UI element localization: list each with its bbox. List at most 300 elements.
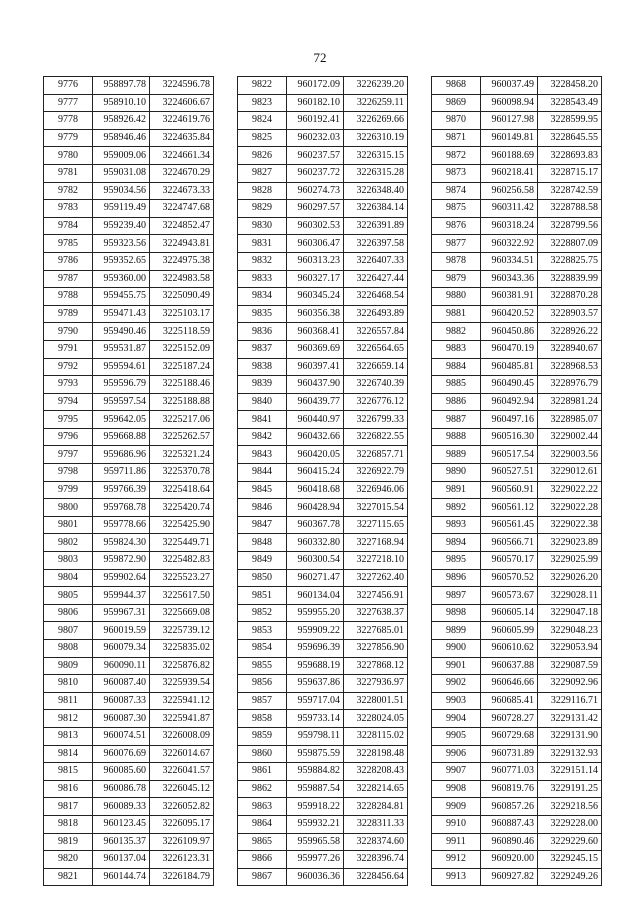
y-coordinate-cell: 3225876.82	[150, 657, 214, 675]
table-row	[432, 587, 602, 605]
y-coordinate-cell: 3226857.71	[344, 446, 408, 464]
table-row	[432, 464, 602, 482]
y-coordinate-cell: 3226259.11	[344, 94, 408, 112]
point-number-cell: 9816	[44, 780, 93, 798]
y-coordinate-cell: 3228839.99	[538, 270, 602, 288]
table-row	[44, 340, 214, 358]
point-number-cell: 9861	[238, 763, 287, 781]
table-row	[432, 499, 602, 517]
x-coordinate-cell: 960297.57	[287, 200, 344, 218]
table-row	[432, 428, 602, 446]
y-coordinate-cell: 3224673.33	[150, 182, 214, 200]
point-number-cell: 9833	[238, 270, 287, 288]
point-number-cell: 9852	[238, 604, 287, 622]
point-number-cell: 9827	[238, 164, 287, 182]
y-coordinate-cell: 3224983.58	[150, 270, 214, 288]
y-coordinate-cell: 3228208.43	[344, 763, 408, 781]
y-coordinate-cell: 3228284.81	[344, 798, 408, 816]
table-row	[238, 340, 408, 358]
point-number-cell: 9837	[238, 340, 287, 358]
point-number-cell: 9776	[44, 77, 93, 95]
y-coordinate-cell: 3227456.91	[344, 587, 408, 605]
x-coordinate-cell: 960490.45	[481, 376, 538, 394]
table-row	[44, 147, 214, 165]
y-coordinate-cell: 3226109.97	[150, 833, 214, 851]
table-row	[432, 217, 602, 235]
point-number-cell: 9832	[238, 252, 287, 270]
y-coordinate-cell: 3229002.44	[538, 428, 602, 446]
point-number-cell: 9808	[44, 640, 93, 658]
table-row	[432, 323, 602, 341]
y-coordinate-cell: 3228715.17	[538, 164, 602, 182]
table-row	[44, 129, 214, 147]
y-coordinate-cell: 3225941.12	[150, 692, 214, 710]
y-coordinate-cell: 3226557.84	[344, 323, 408, 341]
point-number-cell: 9807	[44, 622, 93, 640]
table-row	[44, 622, 214, 640]
point-number-cell: 9784	[44, 217, 93, 235]
y-coordinate-cell: 3224975.38	[150, 252, 214, 270]
point-number-cell: 9899	[432, 622, 481, 640]
point-number-cell: 9844	[238, 464, 287, 482]
point-number-cell: 9798	[44, 464, 93, 482]
point-number-cell: 9884	[432, 358, 481, 376]
table-row	[238, 815, 408, 833]
x-coordinate-cell: 959977.26	[287, 851, 344, 869]
table-row	[44, 464, 214, 482]
y-coordinate-cell: 3228825.75	[538, 252, 602, 270]
point-number-cell: 9796	[44, 428, 93, 446]
y-coordinate-cell: 3225418.64	[150, 481, 214, 499]
point-number-cell: 9868	[432, 77, 481, 95]
point-number-cell: 9830	[238, 217, 287, 235]
point-number-cell: 9908	[432, 780, 481, 798]
point-number-cell: 9872	[432, 147, 481, 165]
x-coordinate-cell: 959490.46	[93, 323, 150, 341]
point-number-cell: 9859	[238, 727, 287, 745]
table-row	[238, 129, 408, 147]
table-row	[238, 217, 408, 235]
y-coordinate-cell: 3226397.58	[344, 235, 408, 253]
x-coordinate-cell: 960527.51	[481, 464, 538, 482]
x-coordinate-cell: 959686.96	[93, 446, 150, 464]
y-coordinate-cell: 3226269.66	[344, 112, 408, 130]
table-row	[238, 270, 408, 288]
point-number-cell: 9862	[238, 780, 287, 798]
y-coordinate-cell: 3227218.10	[344, 552, 408, 570]
table-row	[432, 534, 602, 552]
x-coordinate-cell: 959965.58	[287, 833, 344, 851]
point-number-cell: 9879	[432, 270, 481, 288]
x-coordinate-cell: 959594.61	[93, 358, 150, 376]
point-number-cell: 9805	[44, 587, 93, 605]
point-number-cell: 9823	[238, 94, 287, 112]
point-number-cell: 9863	[238, 798, 287, 816]
point-number-cell: 9864	[238, 815, 287, 833]
x-coordinate-cell: 960857.26	[481, 798, 538, 816]
table-row	[238, 164, 408, 182]
y-coordinate-cell: 3225152.09	[150, 340, 214, 358]
point-number-cell: 9889	[432, 446, 481, 464]
x-coordinate-cell: 960300.54	[287, 552, 344, 570]
point-number-cell: 9847	[238, 516, 287, 534]
point-number-cell: 9786	[44, 252, 93, 270]
x-coordinate-cell: 959009.06	[93, 147, 150, 165]
table-row	[44, 164, 214, 182]
table-row	[44, 393, 214, 411]
x-coordinate-cell: 960516.30	[481, 428, 538, 446]
table-row	[432, 446, 602, 464]
y-coordinate-cell: 3224619.76	[150, 112, 214, 130]
y-coordinate-cell: 3229131.42	[538, 710, 602, 728]
x-coordinate-cell: 960037.49	[481, 77, 538, 95]
x-coordinate-cell: 958897.78	[93, 77, 150, 95]
y-coordinate-cell: 3226008.09	[150, 727, 214, 745]
x-coordinate-cell: 959766.39	[93, 481, 150, 499]
y-coordinate-cell: 3229047.18	[538, 604, 602, 622]
point-number-cell: 9871	[432, 129, 481, 147]
y-coordinate-cell: 3226391.89	[344, 217, 408, 235]
y-coordinate-cell: 3228645.55	[538, 129, 602, 147]
x-coordinate-cell: 959637.86	[287, 675, 344, 693]
y-coordinate-cell: 3228940.67	[538, 340, 602, 358]
point-number-cell: 9801	[44, 516, 93, 534]
x-coordinate-cell: 959944.37	[93, 587, 150, 605]
y-coordinate-cell: 3225939.54	[150, 675, 214, 693]
y-coordinate-cell: 3228396.74	[344, 851, 408, 869]
table-row	[238, 587, 408, 605]
point-number-cell: 9820	[44, 851, 93, 869]
table-row	[44, 745, 214, 763]
y-coordinate-cell: 3227936.97	[344, 675, 408, 693]
y-coordinate-cell: 3226315.28	[344, 164, 408, 182]
x-coordinate-cell: 960135.37	[93, 833, 150, 851]
y-coordinate-cell: 3225321.24	[150, 446, 214, 464]
point-number-cell: 9873	[432, 164, 481, 182]
y-coordinate-cell: 3226095.17	[150, 815, 214, 833]
x-coordinate-cell: 960729.68	[481, 727, 538, 745]
x-coordinate-cell: 960497.16	[481, 411, 538, 429]
x-coordinate-cell: 959455.75	[93, 288, 150, 306]
x-coordinate-cell: 960306.47	[287, 235, 344, 253]
y-coordinate-cell: 3229003.56	[538, 446, 602, 464]
x-coordinate-cell: 960098.94	[481, 94, 538, 112]
x-coordinate-cell: 960771.03	[481, 763, 538, 781]
x-coordinate-cell: 960036.36	[287, 868, 344, 886]
x-coordinate-cell: 960090.11	[93, 657, 150, 675]
y-coordinate-cell: 3224943.81	[150, 235, 214, 253]
y-coordinate-cell: 3229245.15	[538, 851, 602, 869]
x-coordinate-cell: 960302.53	[287, 217, 344, 235]
x-coordinate-cell: 959696.39	[287, 640, 344, 658]
table-row	[432, 692, 602, 710]
table-row	[44, 323, 214, 341]
y-coordinate-cell: 3229131.90	[538, 727, 602, 745]
x-coordinate-cell: 960232.03	[287, 129, 344, 147]
table-row	[432, 798, 602, 816]
x-coordinate-cell: 959884.82	[287, 763, 344, 781]
coordinate-table-2	[237, 76, 408, 886]
point-number-cell: 9909	[432, 798, 481, 816]
table-row	[432, 94, 602, 112]
table-row	[44, 833, 214, 851]
y-coordinate-cell: 3229026.20	[538, 569, 602, 587]
table-row	[44, 552, 214, 570]
y-coordinate-cell: 3228458.20	[538, 77, 602, 95]
table-row	[44, 428, 214, 446]
x-coordinate-cell: 959031.08	[93, 164, 150, 182]
table-row	[44, 780, 214, 798]
x-coordinate-cell: 960079.34	[93, 640, 150, 658]
y-coordinate-cell: 3228599.95	[538, 112, 602, 130]
x-coordinate-cell: 960819.76	[481, 780, 538, 798]
x-coordinate-cell: 960566.71	[481, 534, 538, 552]
table-row	[44, 692, 214, 710]
table-row	[432, 675, 602, 693]
point-number-cell: 9791	[44, 340, 93, 358]
table-row	[44, 305, 214, 323]
table-row	[44, 516, 214, 534]
x-coordinate-cell: 960432.66	[287, 428, 344, 446]
x-coordinate-cell: 960561.12	[481, 499, 538, 517]
table-row	[432, 622, 602, 640]
y-coordinate-cell: 3229249.26	[538, 868, 602, 886]
table-row	[432, 182, 602, 200]
table-row	[432, 833, 602, 851]
y-coordinate-cell: 3226184.79	[150, 868, 214, 886]
x-coordinate-cell: 960345.24	[287, 288, 344, 306]
table-row	[432, 340, 602, 358]
point-number-cell: 9812	[44, 710, 93, 728]
y-coordinate-cell: 3229191.25	[538, 780, 602, 798]
y-coordinate-cell: 3225425.90	[150, 516, 214, 534]
table-row	[238, 446, 408, 464]
y-coordinate-cell: 3229025.99	[538, 552, 602, 570]
point-number-cell: 9851	[238, 587, 287, 605]
point-number-cell: 9910	[432, 815, 481, 833]
x-coordinate-cell: 960271.47	[287, 569, 344, 587]
table-row	[44, 376, 214, 394]
x-coordinate-cell: 958910.10	[93, 94, 150, 112]
point-number-cell: 9806	[44, 604, 93, 622]
table-row	[432, 763, 602, 781]
y-coordinate-cell: 3228985.07	[538, 411, 602, 429]
table-row	[238, 675, 408, 693]
y-coordinate-cell: 3226822.55	[344, 428, 408, 446]
table-row	[44, 604, 214, 622]
table-row	[432, 745, 602, 763]
table-row	[44, 94, 214, 112]
table-row	[432, 815, 602, 833]
y-coordinate-cell: 3228870.28	[538, 288, 602, 306]
x-coordinate-cell: 960439.77	[287, 393, 344, 411]
point-number-cell: 9782	[44, 182, 93, 200]
point-number-cell: 9870	[432, 112, 481, 130]
point-number-cell: 9912	[432, 851, 481, 869]
x-coordinate-cell: 959531.87	[93, 340, 150, 358]
table-row	[44, 815, 214, 833]
table-row	[44, 235, 214, 253]
x-coordinate-cell: 960605.99	[481, 622, 538, 640]
point-number-cell: 9824	[238, 112, 287, 130]
point-number-cell: 9885	[432, 376, 481, 394]
table-row	[238, 710, 408, 728]
point-number-cell: 9856	[238, 675, 287, 693]
y-coordinate-cell: 3226407.33	[344, 252, 408, 270]
table-row	[432, 411, 602, 429]
x-coordinate-cell: 959824.30	[93, 534, 150, 552]
y-coordinate-cell: 3229022.28	[538, 499, 602, 517]
point-number-cell: 9817	[44, 798, 93, 816]
point-number-cell: 9878	[432, 252, 481, 270]
table-row	[238, 516, 408, 534]
table-row	[44, 77, 214, 95]
table-row	[44, 200, 214, 218]
y-coordinate-cell: 3224635.84	[150, 129, 214, 147]
table-row	[44, 252, 214, 270]
y-coordinate-cell: 3226427.44	[344, 270, 408, 288]
y-coordinate-cell: 3224670.29	[150, 164, 214, 182]
table-row	[432, 851, 602, 869]
y-coordinate-cell: 3225449.71	[150, 534, 214, 552]
table-row	[238, 499, 408, 517]
table-row	[238, 798, 408, 816]
y-coordinate-cell: 3228976.79	[538, 376, 602, 394]
point-number-cell: 9902	[432, 675, 481, 693]
y-coordinate-cell: 3227262.40	[344, 569, 408, 587]
y-coordinate-cell: 3225617.50	[150, 587, 214, 605]
table-row	[44, 763, 214, 781]
y-coordinate-cell: 3225523.27	[150, 569, 214, 587]
table-row	[44, 798, 214, 816]
y-coordinate-cell: 3225941.87	[150, 710, 214, 728]
x-coordinate-cell: 960089.33	[93, 798, 150, 816]
point-number-cell: 9858	[238, 710, 287, 728]
x-coordinate-cell: 959034.56	[93, 182, 150, 200]
point-number-cell: 9886	[432, 393, 481, 411]
x-coordinate-cell: 960637.88	[481, 657, 538, 675]
point-number-cell: 9877	[432, 235, 481, 253]
x-coordinate-cell: 960646.66	[481, 675, 538, 693]
x-coordinate-cell: 960192.41	[287, 112, 344, 130]
table-row	[238, 833, 408, 851]
point-number-cell: 9848	[238, 534, 287, 552]
y-coordinate-cell: 3229012.61	[538, 464, 602, 482]
y-coordinate-cell: 3225420.74	[150, 499, 214, 517]
point-number-cell: 9906	[432, 745, 481, 763]
table-row	[238, 182, 408, 200]
y-coordinate-cell: 3226014.67	[150, 745, 214, 763]
y-coordinate-cell: 3229087.59	[538, 657, 602, 675]
x-coordinate-cell: 960087.30	[93, 710, 150, 728]
table-row	[238, 358, 408, 376]
point-number-cell: 9875	[432, 200, 481, 218]
y-coordinate-cell: 3229116.71	[538, 692, 602, 710]
x-coordinate-cell: 959711.86	[93, 464, 150, 482]
point-number-cell: 9895	[432, 552, 481, 570]
y-coordinate-cell: 3229229.60	[538, 833, 602, 851]
table-row	[238, 464, 408, 482]
point-number-cell: 9819	[44, 833, 93, 851]
point-number-cell: 9855	[238, 657, 287, 675]
x-coordinate-cell: 960343.36	[481, 270, 538, 288]
point-number-cell: 9898	[432, 604, 481, 622]
table-row	[238, 481, 408, 499]
x-coordinate-cell: 959119.49	[93, 200, 150, 218]
point-number-cell: 9793	[44, 376, 93, 394]
y-coordinate-cell: 3225103.17	[150, 305, 214, 323]
y-coordinate-cell: 3226776.12	[344, 393, 408, 411]
table-row	[432, 288, 602, 306]
point-number-cell: 9900	[432, 640, 481, 658]
point-number-cell: 9907	[432, 763, 481, 781]
x-coordinate-cell: 960570.17	[481, 552, 538, 570]
table-row	[44, 534, 214, 552]
x-coordinate-cell: 960485.81	[481, 358, 538, 376]
y-coordinate-cell: 3228742.59	[538, 182, 602, 200]
point-number-cell: 9825	[238, 129, 287, 147]
y-coordinate-cell: 3227868.12	[344, 657, 408, 675]
x-coordinate-cell: 960418.68	[287, 481, 344, 499]
x-coordinate-cell: 960610.62	[481, 640, 538, 658]
table-row	[432, 569, 602, 587]
point-number-cell: 9835	[238, 305, 287, 323]
point-number-cell: 9777	[44, 94, 93, 112]
table-row	[432, 112, 602, 130]
table-row	[238, 112, 408, 130]
table-row	[44, 182, 214, 200]
point-number-cell: 9785	[44, 235, 93, 253]
y-coordinate-cell: 3228024.05	[344, 710, 408, 728]
x-coordinate-cell: 959918.22	[287, 798, 344, 816]
x-coordinate-cell: 960087.33	[93, 692, 150, 710]
x-coordinate-cell: 960356.38	[287, 305, 344, 323]
x-coordinate-cell: 959323.56	[93, 235, 150, 253]
y-coordinate-cell: 3226468.54	[344, 288, 408, 306]
x-coordinate-cell: 959778.66	[93, 516, 150, 534]
x-coordinate-cell: 959798.11	[287, 727, 344, 745]
table-row	[44, 657, 214, 675]
y-coordinate-cell: 3225118.59	[150, 323, 214, 341]
x-coordinate-cell: 960218.41	[481, 164, 538, 182]
y-coordinate-cell: 3229132.93	[538, 745, 602, 763]
x-coordinate-cell: 960415.24	[287, 464, 344, 482]
table-row	[44, 727, 214, 745]
point-number-cell: 9904	[432, 710, 481, 728]
x-coordinate-cell: 960450.86	[481, 323, 538, 341]
point-number-cell: 9867	[238, 868, 287, 886]
x-coordinate-cell: 959909.22	[287, 622, 344, 640]
point-number-cell: 9799	[44, 481, 93, 499]
y-coordinate-cell: 3226384.14	[344, 200, 408, 218]
table-row	[238, 147, 408, 165]
x-coordinate-cell: 960887.43	[481, 815, 538, 833]
point-number-cell: 9783	[44, 200, 93, 218]
y-coordinate-cell: 3229028.11	[538, 587, 602, 605]
table-row	[44, 446, 214, 464]
point-number-cell: 9865	[238, 833, 287, 851]
coordinate-table-1	[43, 76, 214, 886]
x-coordinate-cell: 958926.42	[93, 112, 150, 130]
table-row	[432, 235, 602, 253]
x-coordinate-cell: 960086.78	[93, 780, 150, 798]
point-number-cell: 9829	[238, 200, 287, 218]
table-row	[238, 622, 408, 640]
table-row	[44, 868, 214, 886]
table-row	[238, 235, 408, 253]
point-number-cell: 9881	[432, 305, 481, 323]
y-coordinate-cell: 3225187.24	[150, 358, 214, 376]
